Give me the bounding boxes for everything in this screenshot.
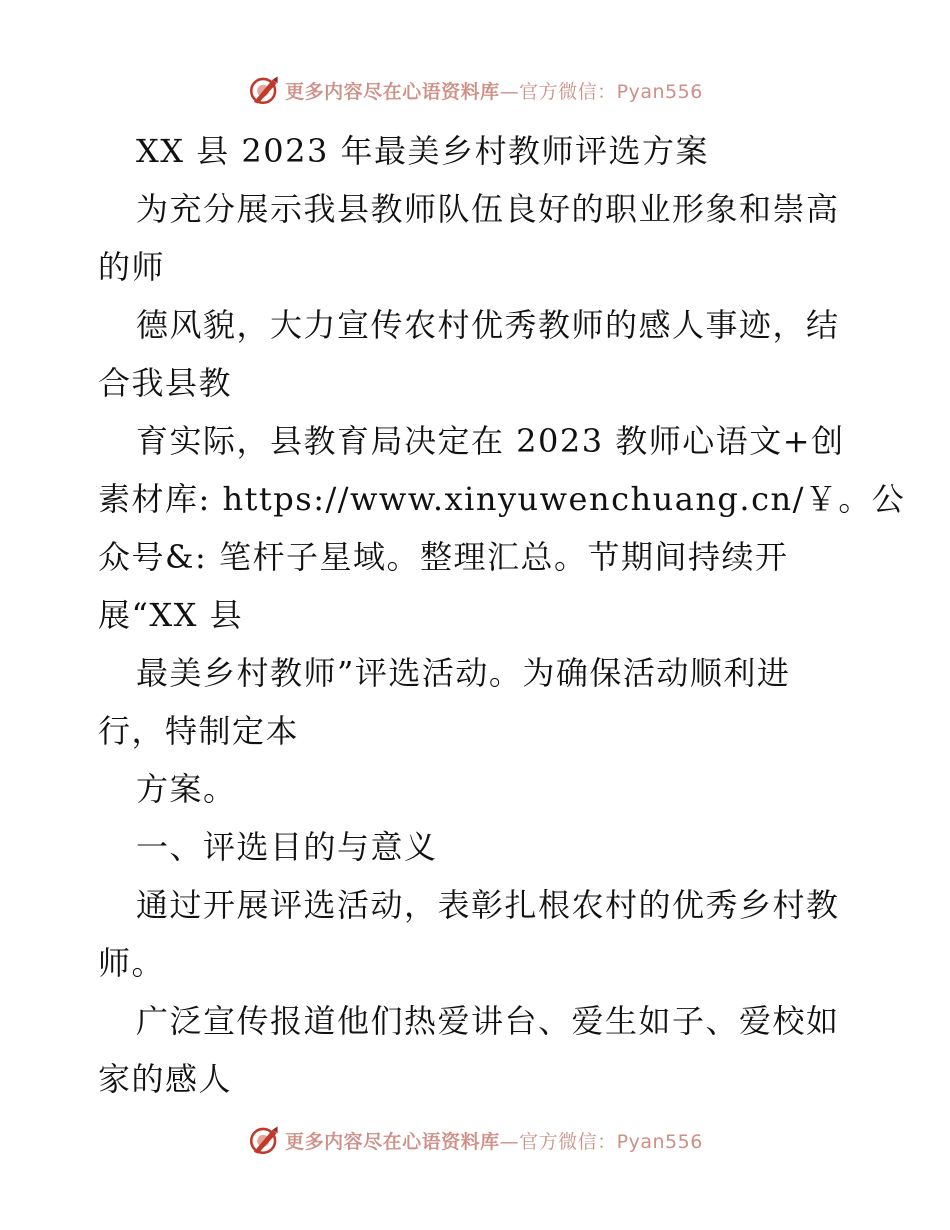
paragraph-line: 为充分展示我县教师队伍良好的职业形象和崇高 — [136, 190, 840, 228]
paragraph-line: 众号&: 笔杆子星域。整理汇总。节期间持续开 — [98, 538, 789, 576]
paragraph-line: 师。 — [98, 944, 166, 982]
header-banner-contact: 官方微信：Pyan556 — [519, 80, 703, 103]
header-banner-dash: — — [499, 80, 520, 103]
header-banner-main: 更多内容尽在心语资料库 — [285, 80, 500, 103]
document-body — [98, 122, 906, 1108]
paragraph-line: 育实际，县教育局决定在 2023 教师心语文+创 — [136, 422, 845, 460]
paragraph-line: 通过开展评选活动，表彰扎根农村的优秀乡村教 — [136, 886, 840, 924]
header-banner-text — [285, 77, 703, 104]
paragraph-line: 合我县教 — [98, 364, 233, 402]
pen-nib-logo-icon — [247, 73, 281, 107]
document-title: XX 县 2023 年最美乡村教师评选方案 — [136, 132, 710, 170]
header-banner — [0, 70, 950, 110]
footer-banner — [0, 1120, 950, 1160]
paragraph-line: 家的感人 — [98, 1060, 233, 1098]
paragraph-line: 广泛宣传报道他们热爱讲台、爱生如子、爱校如 — [136, 1002, 840, 1040]
section-heading: 一、评选目的与意义 — [136, 828, 438, 866]
paragraph-line: 最美乡村教师”评选活动。为确保活动顺利进 — [136, 654, 791, 692]
paragraph-line: 的师 — [98, 248, 166, 286]
paragraph-line: 素材库: https://www.xinyuwenchuang.cn/￥。公 — [98, 480, 906, 518]
footer-banner-dash: — — [499, 1130, 520, 1153]
paragraph-line: 德风貌，大力宣传农村优秀教师的感人事迹，结 — [136, 306, 840, 344]
paragraph-line: 方案。 — [136, 770, 237, 808]
pen-nib-logo-icon — [247, 1123, 281, 1157]
footer-banner-main: 更多内容尽在心语资料库 — [285, 1130, 500, 1153]
footer-banner-contact: 官方微信：Pyan556 — [519, 1130, 703, 1153]
paragraph-line: 展“XX 县 — [98, 596, 244, 634]
paragraph-line: 行，特制定本 — [98, 712, 300, 750]
footer-banner-text — [285, 1127, 703, 1154]
